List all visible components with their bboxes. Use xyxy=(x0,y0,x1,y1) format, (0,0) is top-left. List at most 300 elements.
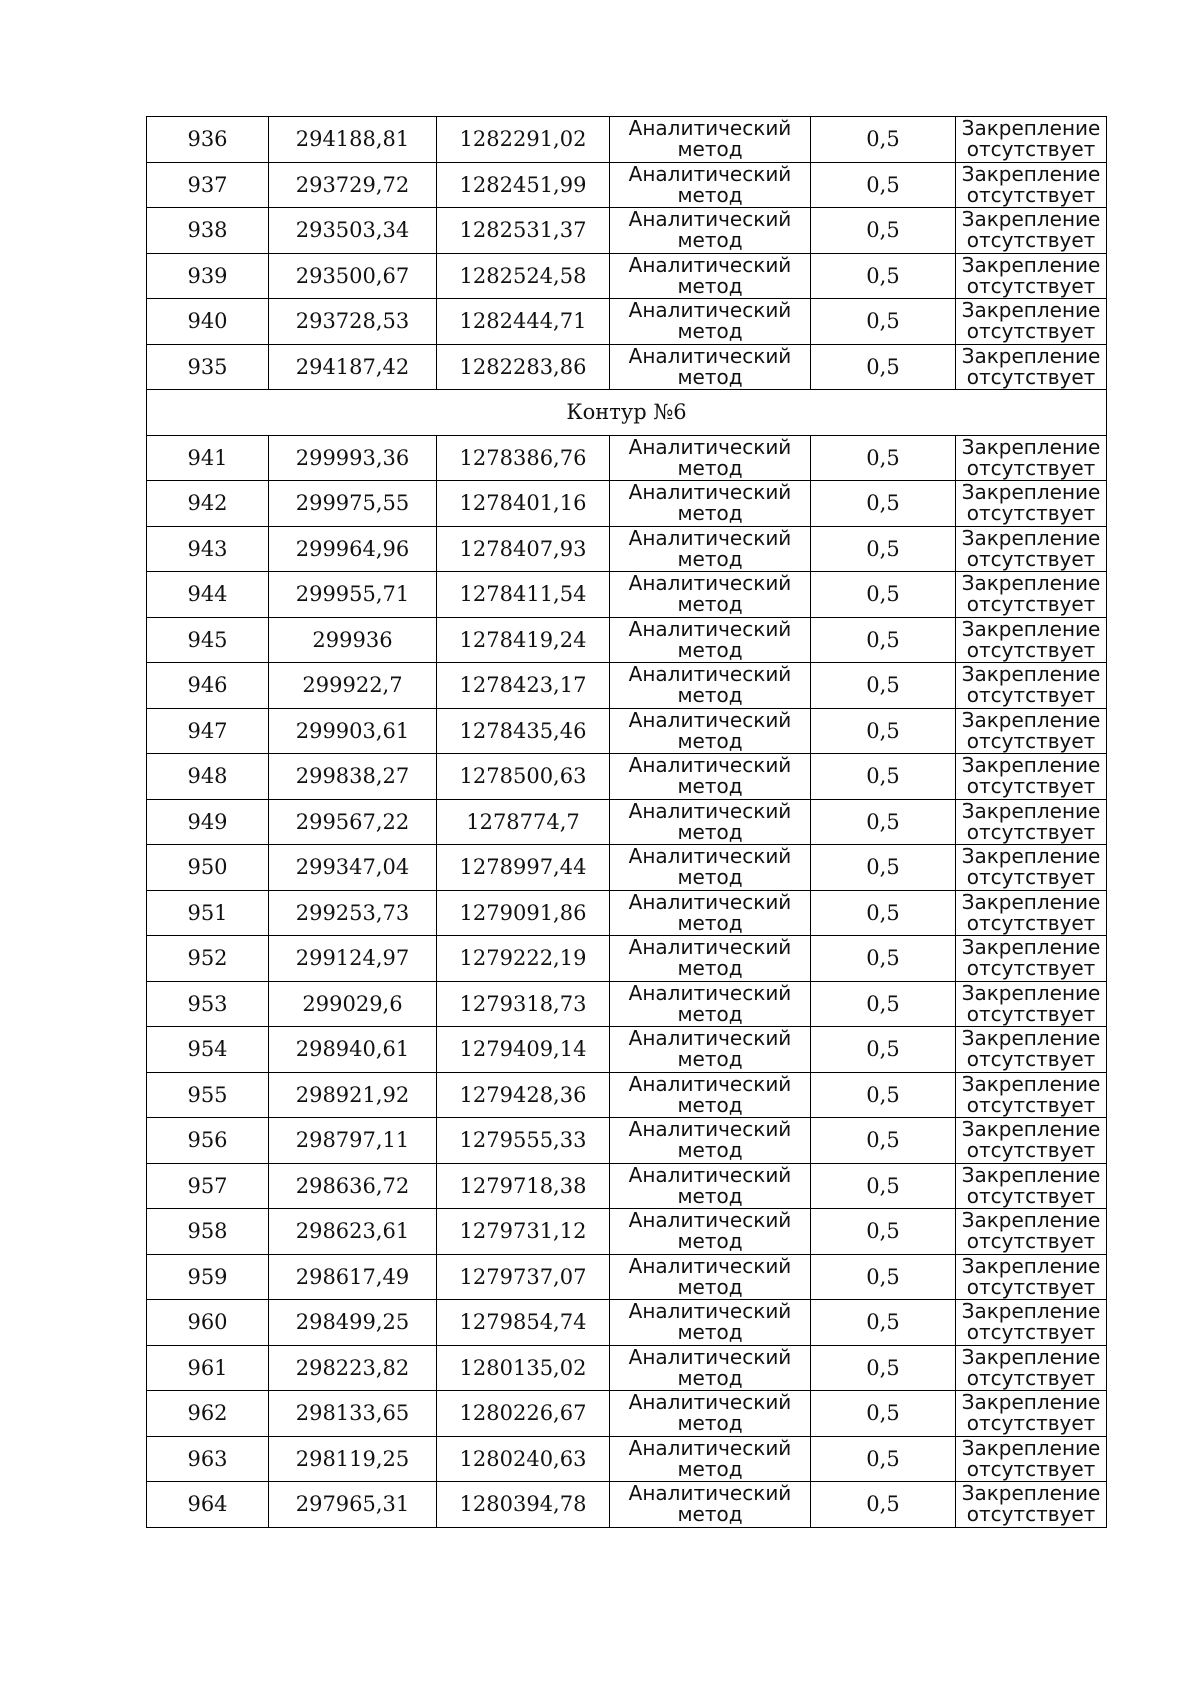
method-cell xyxy=(610,754,811,800)
fixing-line1: Закрепление xyxy=(961,1117,1101,1142)
fixing-line1: Закрепление xyxy=(961,298,1101,323)
table-row xyxy=(147,526,1107,572)
method-line1: Аналитический xyxy=(628,1208,792,1233)
fixing-cell xyxy=(956,344,1107,390)
method-cell xyxy=(610,1300,811,1346)
fixing-cell xyxy=(956,799,1107,845)
fixing-line2: отсутствует xyxy=(966,455,1096,480)
fixing-line1: Закрепление xyxy=(961,526,1101,550)
y-coordinate-cell: 1279091,86 xyxy=(437,890,610,936)
method-line2: метод xyxy=(677,546,743,571)
x-coordinate-cell: 299955,71 xyxy=(269,572,437,618)
accuracy-cell: 0,5 xyxy=(811,1254,956,1300)
table-row xyxy=(147,981,1107,1027)
fixing-line1: Закрепление xyxy=(961,799,1101,823)
method-cell xyxy=(610,572,811,618)
fixing-cell xyxy=(956,1345,1107,1391)
x-coordinate-cell: 298636,72 xyxy=(269,1163,437,1209)
point-number-cell: 945 xyxy=(147,617,269,663)
fixing-line2: отсутствует xyxy=(966,137,1096,162)
fixing-line2: отсутствует xyxy=(966,1183,1096,1208)
fixing-line2: отсутствует xyxy=(966,1138,1096,1163)
method-line1: Аналитический xyxy=(628,298,792,323)
fixing-cell xyxy=(956,1209,1107,1255)
fixing-line1: Закрепление xyxy=(961,617,1101,641)
accuracy-cell: 0,5 xyxy=(811,799,956,845)
fixing-line1: Закрепление xyxy=(961,1254,1101,1278)
fixing-line2: отсутствует xyxy=(966,228,1096,253)
fixing-line2: отсутствует xyxy=(966,1001,1096,1026)
accuracy-cell: 0,5 xyxy=(811,1072,956,1118)
y-coordinate-cell: 1278423,17 xyxy=(437,663,610,709)
point-number-cell: 959 xyxy=(147,1254,269,1300)
fixing-cell xyxy=(956,1482,1107,1528)
y-coordinate-cell: 1278419,24 xyxy=(437,617,610,663)
table-row xyxy=(147,1391,1107,1437)
table-row xyxy=(147,845,1107,891)
point-number-cell: 960 xyxy=(147,1300,269,1346)
y-coordinate-cell: 1280394,78 xyxy=(437,1482,610,1528)
accuracy-cell: 0,5 xyxy=(811,845,956,891)
method-line2: метод xyxy=(677,865,743,890)
section-header-group xyxy=(147,390,1107,436)
accuracy-cell: 0,5 xyxy=(811,1391,956,1437)
method-line2: метод xyxy=(677,1138,743,1163)
y-coordinate-cell: 1282531,37 xyxy=(437,208,610,254)
accuracy-cell: 0,5 xyxy=(811,162,956,208)
table-row xyxy=(147,663,1107,709)
fixing-line1: Закрепление xyxy=(961,116,1101,141)
point-number-cell: 951 xyxy=(147,890,269,936)
method-line2: метод xyxy=(677,1001,743,1026)
y-coordinate-cell: 1282291,02 xyxy=(437,117,610,163)
accuracy-cell: 0,5 xyxy=(811,572,956,618)
section-row xyxy=(147,390,1107,436)
method-cell xyxy=(610,435,811,481)
point-number-cell: 949 xyxy=(147,799,269,845)
fixing-line1: Закрепление xyxy=(961,1026,1101,1051)
point-number-cell: 942 xyxy=(147,481,269,527)
table-row xyxy=(147,1209,1107,1255)
fixing-line2: отсутствует xyxy=(966,728,1096,753)
method-line1: Аналитический xyxy=(628,1254,792,1278)
table-body-bottom xyxy=(147,435,1107,1527)
method-line2: метод xyxy=(677,182,743,207)
method-cell xyxy=(610,1436,811,1482)
method-line1: Аналитический xyxy=(628,526,792,550)
fixing-line1: Закрепление xyxy=(961,344,1101,368)
method-line1: Аналитический xyxy=(628,1345,792,1369)
fixing-cell xyxy=(956,754,1107,800)
method-line2: метод xyxy=(677,273,743,298)
table-row xyxy=(147,253,1107,299)
y-coordinate-cell: 1279409,14 xyxy=(437,1027,610,1073)
table-row xyxy=(147,162,1107,208)
method-line2: метод xyxy=(677,683,743,708)
accuracy-cell: 0,5 xyxy=(811,117,956,163)
y-coordinate-cell: 1279854,74 xyxy=(437,1300,610,1346)
accuracy-cell: 0,5 xyxy=(811,1345,956,1391)
method-line1: Аналитический xyxy=(628,480,792,505)
method-line2: метод xyxy=(677,1365,743,1390)
fixing-line2: отсутствует xyxy=(966,273,1096,298)
accuracy-cell: 0,5 xyxy=(811,1482,956,1528)
method-line2: метод xyxy=(677,728,743,753)
accuracy-cell: 0,5 xyxy=(811,208,956,254)
method-cell xyxy=(610,1391,811,1437)
x-coordinate-cell: 298223,82 xyxy=(269,1345,437,1391)
method-line1: Аналитический xyxy=(628,981,792,1005)
x-coordinate-cell: 299936 xyxy=(269,617,437,663)
x-coordinate-cell: 299922,7 xyxy=(269,663,437,709)
method-cell xyxy=(610,890,811,936)
method-line2: метод xyxy=(677,774,743,799)
fixing-line1: Закрепление xyxy=(961,844,1101,869)
method-cell xyxy=(610,799,811,845)
x-coordinate-cell: 299903,61 xyxy=(269,708,437,754)
point-number-cell: 936 xyxy=(147,117,269,163)
x-coordinate-cell: 298617,49 xyxy=(269,1254,437,1300)
method-line2: метод xyxy=(677,1274,743,1299)
accuracy-cell: 0,5 xyxy=(811,435,956,481)
method-line1: Аналитический xyxy=(628,207,792,232)
point-number-cell: 955 xyxy=(147,1072,269,1118)
method-line2: метод xyxy=(677,1456,743,1481)
fixing-line2: отсутствует xyxy=(966,910,1096,935)
accuracy-cell: 0,5 xyxy=(811,617,956,663)
x-coordinate-cell: 297965,31 xyxy=(269,1482,437,1528)
method-cell xyxy=(610,1072,811,1118)
y-coordinate-cell: 1279731,12 xyxy=(437,1209,610,1255)
fixing-line1: Закрепление xyxy=(961,253,1101,277)
fixing-cell xyxy=(956,1118,1107,1164)
point-number-cell: 938 xyxy=(147,208,269,254)
fixing-line1: Закрепление xyxy=(961,1481,1101,1506)
y-coordinate-cell: 1279318,73 xyxy=(437,981,610,1027)
point-number-cell: 961 xyxy=(147,1345,269,1391)
point-number-cell: 947 xyxy=(147,708,269,754)
section-title: Контур №6 xyxy=(147,390,1107,436)
method-line1: Аналитический xyxy=(628,1299,792,1324)
x-coordinate-cell: 299993,36 xyxy=(269,435,437,481)
point-number-cell: 956 xyxy=(147,1118,269,1164)
fixing-line1: Закрепление xyxy=(961,207,1101,232)
accuracy-cell: 0,5 xyxy=(811,299,956,345)
table-row xyxy=(147,1436,1107,1482)
y-coordinate-cell: 1278500,63 xyxy=(437,754,610,800)
table-row xyxy=(147,617,1107,663)
point-number-cell: 953 xyxy=(147,981,269,1027)
y-coordinate-cell: 1280226,67 xyxy=(437,1391,610,1437)
method-line2: метод xyxy=(677,1411,743,1436)
method-line1: Аналитический xyxy=(628,116,792,141)
method-cell xyxy=(610,981,811,1027)
fixing-line1: Закрепление xyxy=(961,435,1101,459)
method-line2: метод xyxy=(677,956,743,981)
method-cell xyxy=(610,1482,811,1528)
x-coordinate-cell: 299964,96 xyxy=(269,526,437,572)
accuracy-cell: 0,5 xyxy=(811,936,956,982)
fixing-line2: отсутствует xyxy=(966,1092,1096,1117)
method-line1: Аналитический xyxy=(628,162,792,186)
table-row xyxy=(147,708,1107,754)
fixing-line1: Закрепление xyxy=(961,1299,1101,1324)
point-number-cell: 954 xyxy=(147,1027,269,1073)
method-line2: метод xyxy=(677,637,743,662)
accuracy-cell: 0,5 xyxy=(811,890,956,936)
method-line1: Аналитический xyxy=(628,799,792,823)
method-cell xyxy=(610,299,811,345)
table-row xyxy=(147,435,1107,481)
method-line2: метод xyxy=(677,319,743,344)
fixing-line1: Закрепление xyxy=(961,1436,1101,1460)
fixing-line1: Закрепление xyxy=(961,662,1101,687)
method-line1: Аналитический xyxy=(628,1117,792,1142)
method-line2: метод xyxy=(677,1229,743,1254)
point-number-cell: 963 xyxy=(147,1436,269,1482)
fixing-line1: Закрепление xyxy=(961,708,1101,732)
method-cell xyxy=(610,117,811,163)
accuracy-cell: 0,5 xyxy=(811,344,956,390)
y-coordinate-cell: 1282283,86 xyxy=(437,344,610,390)
method-line1: Аналитический xyxy=(628,662,792,687)
y-coordinate-cell: 1279428,36 xyxy=(437,1072,610,1118)
x-coordinate-cell: 299838,27 xyxy=(269,754,437,800)
fixing-line1: Закрепление xyxy=(961,1163,1101,1187)
accuracy-cell: 0,5 xyxy=(811,1163,956,1209)
fixing-cell xyxy=(956,117,1107,163)
method-cell xyxy=(610,936,811,982)
fixing-line2: отсутствует xyxy=(966,637,1096,662)
fixing-cell xyxy=(956,1254,1107,1300)
method-line1: Аналитический xyxy=(628,708,792,732)
x-coordinate-cell: 299975,55 xyxy=(269,481,437,527)
method-line1: Аналитический xyxy=(628,435,792,459)
fixing-line2: отсутствует xyxy=(966,1274,1096,1299)
y-coordinate-cell: 1278774,7 xyxy=(437,799,610,845)
fixing-cell xyxy=(956,162,1107,208)
y-coordinate-cell: 1280240,63 xyxy=(437,1436,610,1482)
fixing-cell xyxy=(956,1436,1107,1482)
accuracy-cell: 0,5 xyxy=(811,253,956,299)
fixing-line2: отсутствует xyxy=(966,683,1096,708)
method-line1: Аналитический xyxy=(628,890,792,914)
point-number-cell: 944 xyxy=(147,572,269,618)
y-coordinate-cell: 1278411,54 xyxy=(437,572,610,618)
x-coordinate-cell: 298940,61 xyxy=(269,1027,437,1073)
fixing-line2: отсутствует xyxy=(966,956,1096,981)
fixing-cell xyxy=(956,981,1107,1027)
accuracy-cell: 0,5 xyxy=(811,481,956,527)
method-line2: метод xyxy=(677,228,743,253)
y-coordinate-cell: 1278997,44 xyxy=(437,845,610,891)
x-coordinate-cell: 298119,25 xyxy=(269,1436,437,1482)
method-cell xyxy=(610,526,811,572)
method-line1: Аналитический xyxy=(628,1026,792,1051)
fixing-cell xyxy=(956,526,1107,572)
table-row xyxy=(147,1118,1107,1164)
accuracy-cell: 0,5 xyxy=(811,708,956,754)
point-number-cell: 952 xyxy=(147,936,269,982)
fixing-line1: Закрепление xyxy=(961,162,1101,186)
table-row xyxy=(147,799,1107,845)
method-line1: Аналитический xyxy=(628,1436,792,1460)
fixing-cell xyxy=(956,481,1107,527)
fixing-cell xyxy=(956,617,1107,663)
method-cell xyxy=(610,663,811,709)
y-coordinate-cell: 1279737,07 xyxy=(437,1254,610,1300)
fixing-line1: Закрепление xyxy=(961,935,1101,960)
method-cell xyxy=(610,344,811,390)
table-row xyxy=(147,1482,1107,1528)
fixing-cell xyxy=(956,1072,1107,1118)
method-cell xyxy=(610,1209,811,1255)
fixing-line2: отсутствует xyxy=(966,182,1096,207)
method-cell xyxy=(610,845,811,891)
method-line2: метод xyxy=(677,1047,743,1072)
point-number-cell: 957 xyxy=(147,1163,269,1209)
table-row xyxy=(147,299,1107,345)
y-coordinate-cell: 1282444,71 xyxy=(437,299,610,345)
table-row xyxy=(147,754,1107,800)
table-row xyxy=(147,1027,1107,1073)
fixing-line1: Закрепление xyxy=(961,981,1101,1005)
accuracy-cell: 0,5 xyxy=(811,1436,956,1482)
method-cell xyxy=(610,1027,811,1073)
method-line2: метод xyxy=(677,137,743,162)
method-cell xyxy=(610,1118,811,1164)
x-coordinate-cell: 293500,67 xyxy=(269,253,437,299)
fixing-line1: Закрепление xyxy=(961,571,1101,596)
fixing-line2: отсутствует xyxy=(966,1320,1096,1345)
point-number-cell: 943 xyxy=(147,526,269,572)
table-row xyxy=(147,1345,1107,1391)
fixing-cell xyxy=(956,1300,1107,1346)
fixing-cell xyxy=(956,1163,1107,1209)
table-row xyxy=(147,117,1107,163)
method-line2: метод xyxy=(677,364,743,389)
accuracy-cell: 0,5 xyxy=(811,981,956,1027)
x-coordinate-cell: 299029,6 xyxy=(269,981,437,1027)
y-coordinate-cell: 1278435,46 xyxy=(437,708,610,754)
y-coordinate-cell: 1280135,02 xyxy=(437,1345,610,1391)
accuracy-cell: 0,5 xyxy=(811,526,956,572)
x-coordinate-cell: 293729,72 xyxy=(269,162,437,208)
fixing-line1: Закрепление xyxy=(961,1390,1101,1415)
point-number-cell: 941 xyxy=(147,435,269,481)
method-cell xyxy=(610,1163,811,1209)
method-line2: метод xyxy=(677,1092,743,1117)
x-coordinate-cell: 293728,53 xyxy=(269,299,437,345)
y-coordinate-cell: 1282451,99 xyxy=(437,162,610,208)
table-row xyxy=(147,344,1107,390)
method-line2: метод xyxy=(677,910,743,935)
point-number-cell: 964 xyxy=(147,1482,269,1528)
table-row xyxy=(147,1072,1107,1118)
accuracy-cell: 0,5 xyxy=(811,663,956,709)
method-line1: Аналитический xyxy=(628,753,792,778)
table-body-top xyxy=(147,117,1107,390)
fixing-line2: отсутствует xyxy=(966,774,1096,799)
method-cell xyxy=(610,162,811,208)
x-coordinate-cell: 299567,22 xyxy=(269,799,437,845)
method-line2: метод xyxy=(677,1183,743,1208)
method-line1: Аналитический xyxy=(628,1390,792,1415)
fixing-line1: Закрепление xyxy=(961,1345,1101,1369)
method-line1: Аналитический xyxy=(628,844,792,869)
table-row xyxy=(147,1300,1107,1346)
x-coordinate-cell: 299253,73 xyxy=(269,890,437,936)
method-line2: метод xyxy=(677,819,743,844)
fixing-cell xyxy=(956,1027,1107,1073)
table-row xyxy=(147,1163,1107,1209)
table-row xyxy=(147,481,1107,527)
fixing-line2: отсутствует xyxy=(966,592,1096,617)
method-line1: Аналитический xyxy=(628,571,792,596)
fixing-cell xyxy=(956,936,1107,982)
method-cell xyxy=(610,708,811,754)
accuracy-cell: 0,5 xyxy=(811,1209,956,1255)
accuracy-cell: 0,5 xyxy=(811,1118,956,1164)
point-number-cell: 948 xyxy=(147,754,269,800)
fixing-cell xyxy=(956,890,1107,936)
x-coordinate-cell: 294187,42 xyxy=(269,344,437,390)
method-line1: Аналитический xyxy=(628,253,792,277)
fixing-cell xyxy=(956,1391,1107,1437)
y-coordinate-cell: 1279718,38 xyxy=(437,1163,610,1209)
fixing-cell xyxy=(956,572,1107,618)
x-coordinate-cell: 299124,97 xyxy=(269,936,437,982)
y-coordinate-cell: 1279555,33 xyxy=(437,1118,610,1164)
x-coordinate-cell: 298797,11 xyxy=(269,1118,437,1164)
point-number-cell: 950 xyxy=(147,845,269,891)
point-number-cell: 935 xyxy=(147,344,269,390)
fixing-cell xyxy=(956,299,1107,345)
method-line2: метод xyxy=(677,501,743,526)
method-cell xyxy=(610,481,811,527)
fixing-line2: отсутствует xyxy=(966,1047,1096,1072)
x-coordinate-cell: 298623,61 xyxy=(269,1209,437,1255)
fixing-line2: отсутствует xyxy=(966,1365,1096,1390)
fixing-line1: Закрепление xyxy=(961,890,1101,914)
point-number-cell: 940 xyxy=(147,299,269,345)
fixing-line2: отсутствует xyxy=(966,546,1096,571)
method-line2: метод xyxy=(677,455,743,480)
x-coordinate-cell: 294188,81 xyxy=(269,117,437,163)
method-cell xyxy=(610,617,811,663)
fixing-line1: Закрепление xyxy=(961,480,1101,505)
fixing-line2: отсутствует xyxy=(966,319,1096,344)
table-row xyxy=(147,890,1107,936)
method-cell xyxy=(610,208,811,254)
method-line2: метод xyxy=(677,592,743,617)
coordinates-table xyxy=(146,116,1107,1528)
x-coordinate-cell: 298499,25 xyxy=(269,1300,437,1346)
fixing-line2: отсутствует xyxy=(966,819,1096,844)
point-number-cell: 962 xyxy=(147,1391,269,1437)
x-coordinate-cell: 298921,92 xyxy=(269,1072,437,1118)
method-line1: Аналитический xyxy=(628,1163,792,1187)
accuracy-cell: 0,5 xyxy=(811,1300,956,1346)
method-line2: метод xyxy=(677,1320,743,1345)
fixing-cell xyxy=(956,845,1107,891)
x-coordinate-cell: 298133,65 xyxy=(269,1391,437,1437)
accuracy-cell: 0,5 xyxy=(811,1027,956,1073)
fixing-line2: отсутствует xyxy=(966,1456,1096,1481)
method-cell xyxy=(610,1345,811,1391)
table-row xyxy=(147,936,1107,982)
fixing-cell xyxy=(956,708,1107,754)
